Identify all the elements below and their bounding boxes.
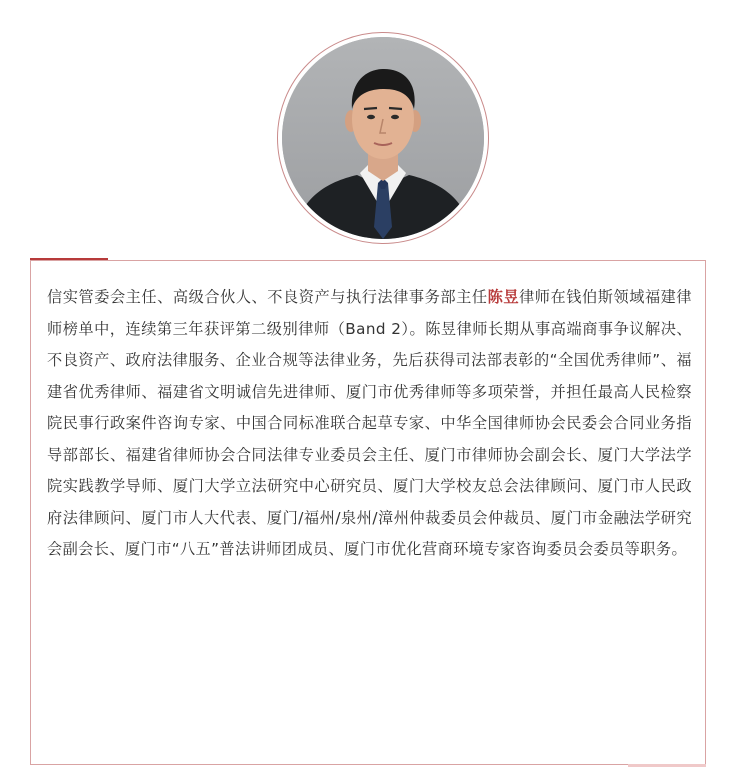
avatar bbox=[282, 37, 484, 239]
bio-part-2: 律师在钱伯斯领域福建律师榜单中，连续第三年获评第二级别律师（Band 2）。陈昱律师长期从事高端商事争议解决、不良资产、政府法律服务、企业合规等法律业务，先后获得司法部表彰的“全国优秀律师”、福建省优秀律师、福建省文明诚信先进律师、厦门市优秀律师等多项荣誉，并担任最高人民检察院民事行政案件咨询专家、中国合同标准联合起草专家、中华全国律师协会民委会合同业务指导部部长、福建省律师协会合同法律专业委员会主任、厦门市律师协会副会长、厦门大学法学院实践教学导师、厦门大学立法研究中心研究员、厦门大学校友总会法律顾问、厦门市人民政府法律顾问、厦门市人大代表、厦门/福州/泉州/漳州仲裁委员会仲裁员、厦门市金融法学研究会副会长、厦门市“八五”普法讲师团成员、厦门市优化营商环境专家咨询委员会委员等职务。 bbox=[47, 288, 692, 558]
bio-part-1: 信实管委会主任、高级合伙人、不良资产与执行法律事务部主任 bbox=[47, 288, 488, 306]
lawyer-name: 陈昱 bbox=[487, 288, 520, 306]
portrait-illustration bbox=[282, 37, 484, 239]
bio-paragraph bbox=[47, 282, 692, 566]
corner-accent-bottom bbox=[628, 764, 706, 767]
